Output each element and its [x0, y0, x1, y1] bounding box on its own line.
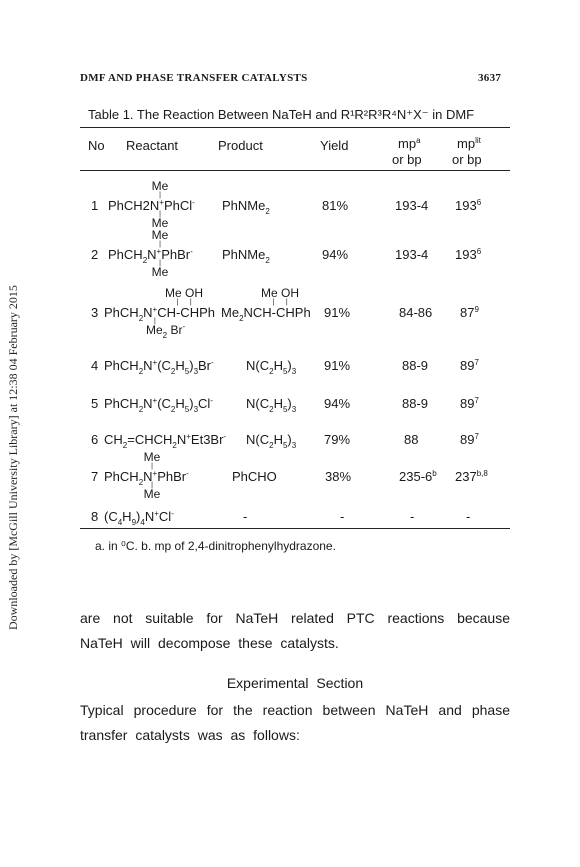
row3-reactant: PhCH$_2$N+CH-CHPh	[104, 305, 215, 323]
header-product: Product	[218, 138, 263, 153]
row2-top-substituent: Me |	[151, 228, 169, 248]
page-number: 3637	[478, 72, 502, 84]
row6-mp: 88	[404, 432, 419, 447]
row5-product: $N(C_2H_5)_3$	[246, 396, 297, 414]
row2-product: PhNMe$_2$	[222, 247, 270, 265]
row3-no: 3	[91, 305, 99, 320]
row6-no: 6	[91, 432, 99, 447]
row1-top-substituent: Me |	[151, 179, 169, 199]
row1-mp: 193-4	[395, 198, 429, 213]
row4-mplit: $89^7$	[460, 358, 479, 373]
paragraph-1-line-2: NaTeH will decompose these catalysts.	[80, 635, 339, 651]
header-yield: Yield	[320, 138, 349, 153]
row3-mp: 84-86	[399, 305, 433, 320]
row7-product: PhCHO	[232, 469, 277, 484]
row3-bottom-substituent: | $Me_2$ Br-	[146, 318, 186, 340]
row4-reactant: $PhCH_2N^+(C_2H_5)_3Br^-$	[104, 358, 214, 376]
row8-yield: -	[340, 509, 345, 524]
row1-no: 1	[91, 198, 99, 213]
row4-yield: 91%	[324, 358, 351, 373]
row3-product: $Me_2NCH$-CHPh	[221, 305, 311, 323]
row7-no: 7	[91, 469, 99, 484]
row6-reactant: $CH_2=CHCH_2N^+Et3Br^-$	[104, 432, 227, 450]
row1-product: PhNMe$_2$	[222, 198, 270, 216]
row2-no: 2	[91, 247, 99, 262]
row4-mp: 88-9	[402, 358, 429, 373]
row4-no: 4	[91, 358, 99, 373]
table-footnote: a. in ⁰C. b. mp of 2,4-dinitrophenylhydrazone.	[95, 539, 336, 553]
section-title: Experimental Section	[226, 675, 364, 691]
row2-yield: 94%	[322, 247, 349, 262]
header-mp-sub: or bp	[392, 152, 422, 167]
row8-reactant: $(C_4H_9)_4N^+Cl^-$	[104, 509, 174, 527]
row7-reactant: PhCH$_2$N+PhBr-	[104, 469, 189, 487]
row6-mplit: $89^7$	[460, 432, 479, 447]
header-reactant: Reactant	[126, 138, 179, 153]
row1-yield: 81%	[322, 198, 349, 213]
row8-product: -	[243, 509, 248, 524]
row5-reactant: $PhCH_2N^+(C_2H_5)_3Cl^-$	[104, 396, 213, 414]
paragraph-1-line-1: are not suitable for NaTeH related PTC reactions because	[80, 610, 510, 626]
row5-mp: 88-9	[402, 396, 429, 411]
header-mp: $mp^a$	[398, 136, 421, 151]
row7-top-substituent: Me |	[143, 450, 161, 470]
row5-mplit: $89^7$	[460, 396, 479, 411]
row3-mplit: $87^9$	[460, 305, 479, 320]
row7-mplit: 237$^{b,8}$	[455, 469, 488, 484]
paragraph-2-line-1: Typical procedure for the reaction between NaTeH and phase	[80, 702, 510, 718]
row3-product-top-substituents: Me OH | |	[260, 286, 299, 306]
row8-mplit: -	[466, 509, 471, 524]
paragraph-2-line-2: transfer catalysts was as follows:	[80, 727, 300, 743]
header-no: No	[88, 138, 105, 153]
row2-mp: 193-4	[395, 247, 429, 262]
row7-bottom-substituent: | Me	[143, 482, 161, 501]
row2-reactant: PhCH$_2$N+PhBr-	[108, 247, 193, 265]
row8-no: 8	[91, 509, 99, 524]
row7-mp: 235-6$^b$	[399, 469, 437, 484]
row4-product: $N(C_2H_5)_3$	[246, 358, 297, 376]
row2-bottom-substituent: | Me	[151, 260, 169, 279]
row8-mp: -	[410, 509, 415, 524]
row2-mplit: $193^6$	[455, 247, 482, 262]
header-mplit: $mp^{lit}$	[457, 136, 481, 151]
table-caption: Table 1. The Reaction Between NaTeH and R¹R²R³R⁴N⁺X⁻ in DMF	[88, 107, 475, 122]
row1-mplit: $193^6$	[455, 198, 482, 213]
header-rule	[80, 170, 510, 171]
row7-yield: 38%	[325, 469, 352, 484]
row5-yield: 94%	[324, 396, 351, 411]
header-mplit-sub: or bp	[452, 152, 482, 167]
row3-reactant-top-substituents: Me OH | |	[164, 286, 203, 306]
row1-bottom-substituent: | Me	[151, 211, 169, 230]
row6-product: $N(C_2H_5)_3$	[246, 432, 297, 450]
row5-no: 5	[91, 396, 99, 411]
row6-yield: 79%	[324, 432, 351, 447]
table-top-rule	[80, 127, 510, 128]
row3-yield: 91%	[324, 305, 351, 320]
table-bottom-rule	[80, 528, 510, 529]
download-watermark: Downloaded by [McGill University Library] at 12:38 04 February 2015	[6, 285, 20, 630]
row1-reactant: PhCH2N+PhCl-	[108, 198, 195, 213]
running-head: DMF AND PHASE TRANSFER CATALYSTS	[80, 72, 308, 84]
